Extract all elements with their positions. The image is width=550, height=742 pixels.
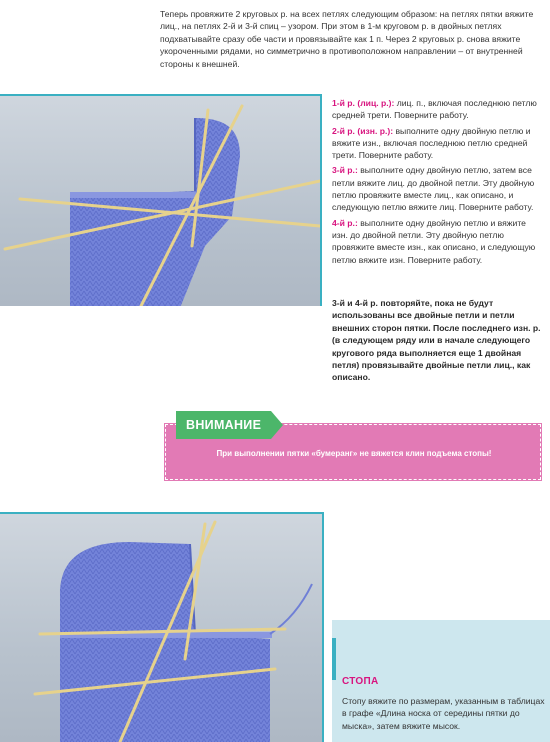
intro-paragraph: Теперь провяжите 2 круговых р. на всех петлях следующим образом: на петлях пятки вяжите лиц., на петлях 2-й и 3-й спиц – узором. При этом в 1-м круговом р. в двойных петлях подхватывайте сразу обе части и провязывайте как 1 п. Через 2 круговых р. снова вяжите укороченными рядами, но симметрично в противоположном направлении – от внутренней стороны к внешней. bbox=[160, 9, 534, 69]
row-2 bbox=[332, 125, 544, 162]
knitting-illustration bbox=[0, 514, 324, 742]
attention-badge: ВНИМАНИЕ bbox=[176, 411, 271, 439]
row-1 bbox=[332, 97, 544, 122]
row-label: 1-й р. (лиц. р.): bbox=[332, 98, 395, 108]
row-instructions bbox=[332, 97, 544, 269]
row-text: лиц. п., включая последнюю петлю средней трети. Поверните работу. bbox=[332, 98, 537, 121]
row-4 bbox=[332, 217, 544, 266]
section-accent-bar bbox=[332, 638, 336, 680]
attention-text: При выполнении пятки «бумеранг» не вяжется клин подъема стопы! bbox=[216, 449, 492, 458]
finished-heel-photo bbox=[0, 512, 324, 742]
attention-box bbox=[165, 418, 541, 480]
foot-section bbox=[332, 620, 550, 742]
row-text: выполните одну двойную петлю, затем все петли вяжите лиц. до двойной петли. Эту двойную петлю провяжите вместе лиц., как описано, и следующую петлю вяжите лиц. Поверните работу. bbox=[332, 165, 535, 213]
row-text: выполните одну двойную петлю и вяжите изн. до двойной петли. Эту двойную петлю провяжите вместе изн., как описано, и следующую петлю вяжите изн. Поверните работу. bbox=[332, 217, 536, 265]
row-text: выполните одну двойную петлю и вяжите изн., включая последнюю петлю средней трети. Поверните работу. bbox=[332, 125, 531, 161]
row-label: 4-й р.: bbox=[332, 217, 358, 228]
row-label: 2-й р. (изн. р.): bbox=[332, 125, 394, 136]
knitting-illustration bbox=[0, 96, 322, 306]
heel-knitting-photo bbox=[0, 94, 322, 306]
summary-paragraph: 3-й и 4-й р. повторяйте, пока не будут использованы все двойные петли и петли внешних сторон пятки. После последнего изн. р. (в следующем ряду или в начале следующего кругового ряда выполняется еще 1 двойная петля) провязывайте двойные петли лиц., как описано. bbox=[332, 298, 541, 383]
row-label: 3-й р.: bbox=[332, 165, 358, 176]
section-title: СТОПА bbox=[342, 676, 379, 687]
row-3 bbox=[332, 164, 544, 213]
section-text: Стопу вяжите по размерам, указанным в таблицах в графе «Длина носка от середины пятки до мыска», затем вяжите мысок. bbox=[342, 696, 545, 731]
